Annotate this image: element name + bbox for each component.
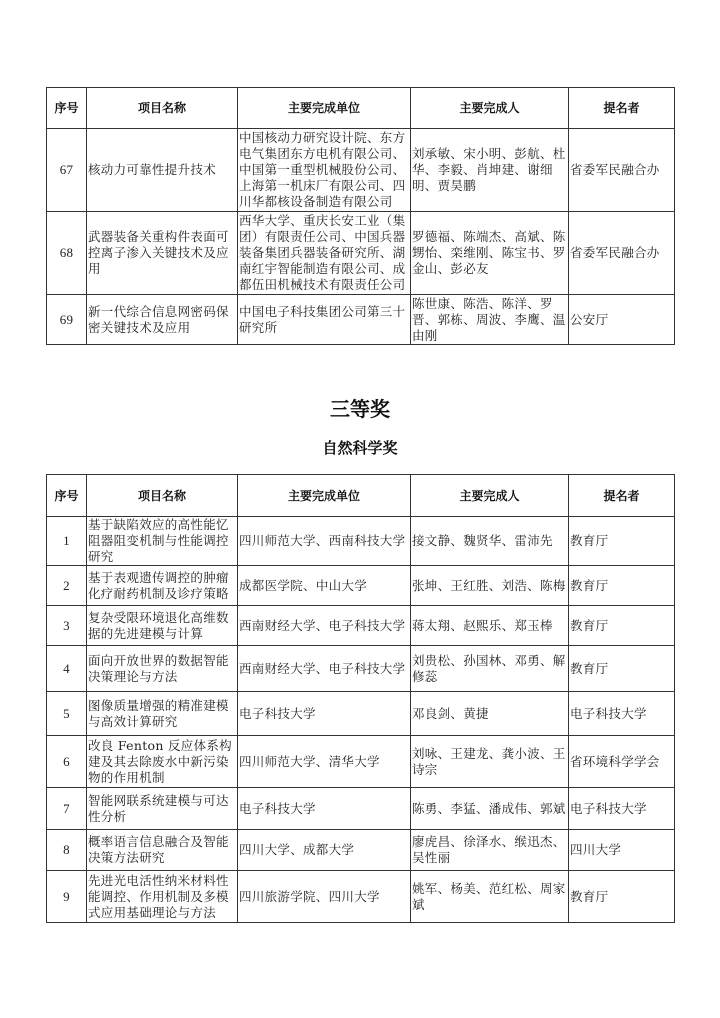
header-number: 序号 [47,475,87,517]
awards-table-natural-science [46,474,675,923]
row-number: 6 [47,736,87,788]
row-units: 电子科技大学 [238,788,411,830]
row-project-name: 核动力可靠性提升技术 [87,129,238,212]
row-units: 四川旅游学院、四川大学 [238,871,411,923]
row-people: 刘咏、王建龙、龚小波、王诗宗 [411,736,569,788]
row-number: 69 [47,295,87,345]
table-row [47,566,675,606]
row-project-name: 智能网联系统建模与可达性分析 [87,788,238,830]
row-units: 中国核动力研究设计院、东方电气集团东方电机有限公司、中国第一重型机械股份公司、上海第一机床厂有限公司、四川华都核设备制造有限公司 [238,129,411,212]
row-nominator: 电子科技大学 [569,692,675,736]
row-units: 电子科技大学 [238,692,411,736]
row-people: 罗德福、陈端杰、高斌、陈甥怡、栾维刚、陈宝书、罗金山、彭必友 [411,212,569,295]
row-people: 刘贵松、孙国林、邓勇、解修蕊 [411,646,569,692]
row-project-name: 概率语言信息融合及智能决策方法研究 [87,830,238,871]
row-people: 姚军、杨美、范红松、周家斌 [411,871,569,923]
row-units: 四川师范大学、西南科技大学 [238,517,411,566]
table-row [47,871,675,923]
row-project-name: 先进光电活性纳米材料性能调控、作用机制及多模式应用基础理论与方法 [87,871,238,923]
row-project-name: 图像质量增强的精准建模与高效计算研究 [87,692,238,736]
row-people: 陈勇、李猛、潘成伟、郭斌 [411,788,569,830]
row-nominator: 省委军民融合办 [569,212,675,295]
row-number: 67 [47,129,87,212]
row-project-name: 武器装备关重构件表面可控离子渗入关键技术及应用 [87,212,238,295]
row-number: 1 [47,517,87,566]
row-people: 廖虎昌、徐泽水、缑迅杰、吴性丽 [411,830,569,871]
row-number: 5 [47,692,87,736]
table-row [47,692,675,736]
row-project-name: 面向开放世界的数据智能决策理论与方法 [87,646,238,692]
row-people: 邓良剑、黄捷 [411,692,569,736]
table-row [47,517,675,566]
row-people: 接文静、魏贤华、雷沛先 [411,517,569,566]
table-row [47,788,675,830]
section-title: 三等奖 [330,397,390,421]
table-row [47,295,675,345]
table-row [47,129,675,212]
header-project-name: 项目名称 [87,475,238,517]
row-people: 蒋太翔、赵熙乐、郑玉棒 [411,606,569,646]
header-units: 主要完成单位 [238,475,411,517]
row-nominator: 省委军民融合办 [569,129,675,212]
header-number: 序号 [47,88,87,129]
row-units: 成都医学院、中山大学 [238,566,411,606]
table-header-row [47,88,675,129]
row-nominator: 公安厅 [569,295,675,345]
row-number: 3 [47,606,87,646]
table-row [47,736,675,788]
row-project-name: 改良 Fenton 反应体系构建及其去除废水中新污染物的作用机制 [87,736,238,788]
row-nominator: 教育厅 [569,606,675,646]
row-units: 西南财经大学、电子科技大学 [238,646,411,692]
row-units: 西华大学、重庆长安工业（集团）有限责任公司、中国兵器装备集团兵器装备研究所、湖南红宇智能制造有限公司、成都伍田机械技术有限责任公司 [238,212,411,295]
table-row [47,646,675,692]
row-people: 刘承敏、宋小明、彭航、杜华、李毅、肖坤建、谢细明、贾昊鹏 [411,129,569,212]
header-project-name: 项目名称 [87,88,238,129]
header-people: 主要完成人 [411,88,569,129]
row-nominator: 省环境科学学会 [569,736,675,788]
table-header-row [47,475,675,517]
row-project-name: 基于表观遗传调控的肿瘤化疗耐药机制及诊疗策略 [87,566,238,606]
row-number: 68 [47,212,87,295]
row-project-name: 复杂受限环境退化高维数据的先进建模与计算 [87,606,238,646]
row-nominator: 四川大学 [569,830,675,871]
row-people: 张坤、王红胜、刘浩、陈梅 [411,566,569,606]
row-units: 西南财经大学、电子科技大学 [238,606,411,646]
header-people: 主要完成人 [411,475,569,517]
table-row [47,606,675,646]
row-units: 四川师范大学、清华大学 [238,736,411,788]
row-units: 中国电子科技集团公司第三十研究所 [238,295,411,345]
row-nominator: 教育厅 [569,566,675,606]
row-units: 四川大学、成都大学 [238,830,411,871]
header-nominator: 提名者 [569,475,675,517]
row-project-name: 基于缺陷效应的高性能忆阻器阻变机制与性能调控研究 [87,517,238,566]
section-subtitle: 自然科学奖 [322,439,398,457]
awards-table-continued [46,87,675,345]
row-project-name: 新一代综合信息网密码保密关键技术及应用 [87,295,238,345]
row-number: 8 [47,830,87,871]
row-number: 4 [47,646,87,692]
header-nominator: 提名者 [569,88,675,129]
row-nominator: 教育厅 [569,871,675,923]
table-row [47,830,675,871]
row-nominator: 教育厅 [569,646,675,692]
row-nominator: 教育厅 [569,517,675,566]
header-units: 主要完成单位 [238,88,411,129]
row-people: 陈世康、陈浩、陈洋、罗晋、郭栋、周波、李鹰、温由刚 [411,295,569,345]
row-number: 2 [47,566,87,606]
table-row [47,212,675,295]
row-number: 7 [47,788,87,830]
row-nominator: 电子科技大学 [569,788,675,830]
row-number: 9 [47,871,87,923]
